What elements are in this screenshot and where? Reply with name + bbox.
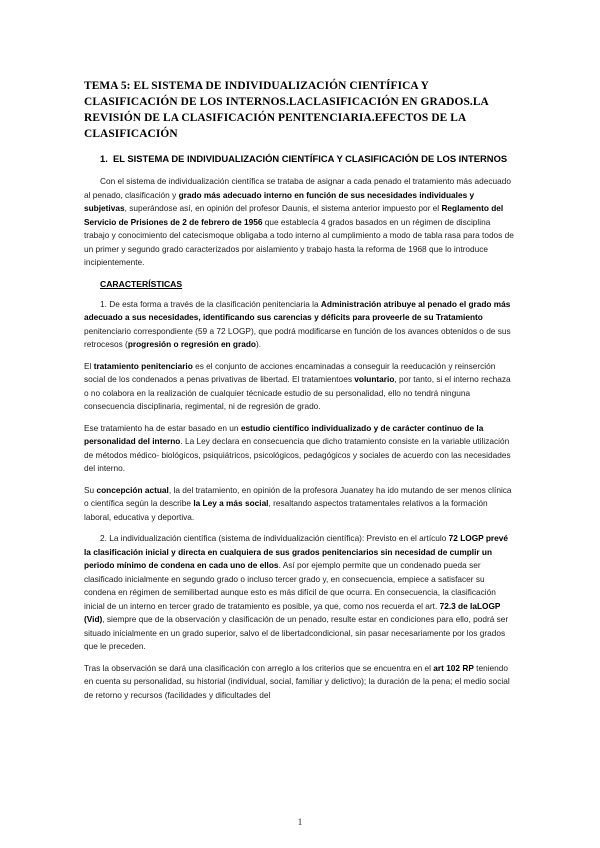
paragraph-characteristic-2 <box>84 532 516 654</box>
bold-run: tratamiento penitenciario <box>93 360 193 371</box>
paragraph-current-conception <box>84 484 516 525</box>
text-run: es el conjunto de acciones encaminadas a conseguir la reeducación y reinserción social de los condenados a penas privativas de libertad. El tratamientoes <box>84 360 496 384</box>
paragraph-treatment <box>84 360 516 414</box>
bold-run: la Ley a más social <box>193 498 269 508</box>
bold-run: grado más adecuado interno en función de sus necesidades individuales y subjetivas <box>84 189 475 213</box>
bold-run: Administración atribuye al penado el grado más adecuado a sus necesidades, identificando sus carencias y déficits para proveerle de su Tratamiento <box>84 298 511 322</box>
paragraph-characteristic-1 <box>84 298 516 352</box>
text-run: teniendo en cuenta su personalidad, su historial (individual, social, familiar y delictivo); la duración de la pena; el medio social de retorno y recursos (facilidades y dificultades del <box>84 662 510 700</box>
text-run: Con el sistema de individualización científica se trataba de asignar a cada penado el tratamiento más adecuado al penado, clasificación y <box>84 176 511 200</box>
text-run: ). <box>255 339 262 349</box>
section-number: 1. <box>100 153 108 164</box>
text-run: . La Ley declara en consecuencia que dicho tratamiento consiste en la variable utilización de métodos médico- biológicos, psiquiátricos, psicológicos, pedagógicos y sociales de acuerdo con las necesidades del interno. <box>84 436 511 473</box>
text-run: , resaltando aspectos tratamentales relativos a la formación laboral, educativa y deportiva. <box>84 498 488 522</box>
text-run: Tras la observación se dará una clasificación con arreglo a los criterios que se encuentra en el <box>84 662 434 673</box>
characteristics-heading: CARACTERÍSTICAS <box>100 278 183 289</box>
bold-run: estudio científico individualizado y de carácter continuo de la personalidad del interno <box>84 422 484 446</box>
bold-run: progresión o regresión en grado <box>127 339 256 349</box>
page-number: 1 <box>297 817 303 827</box>
text-run: El <box>84 360 94 371</box>
text-run: , la del tratamiento, en opinión de la profesora Juanatey ha ido mutando de ser menos clínica o científica según la describe <box>84 484 512 508</box>
text-run: Ese tratamiento ha de estar basado en un <box>84 422 241 433</box>
paragraph-intro <box>84 175 516 270</box>
bold-run: voluntario <box>354 374 395 384</box>
text-run: , siempre que de la observación y clasificación de un penado, resulte estar en condiciones para ello, podrá ser situado inicialmente en un grado superior, salvo el de libertadcondicional, sin pasar necesariamente por los grados que le preceden. <box>84 614 509 651</box>
text-run: . Así por ejemplo permite que un condenado pueda ser clasificado inicialmente en segundo grado o incluso tercer grado y, en consecuencia, empiece a satisfacer su condena en régimen de semilibertad aunque esto es más difícil de que ocurra. En consecuencia, la clasificación inicial de un interno en tercer grado de tratamiento es posible, ya que, como nos recuerda el art. <box>84 560 496 611</box>
document-body <box>84 78 516 710</box>
section-title: EL SISTEMA DE INDIVIDUALIZACIÓN CIENTÍFICA Y CLASIFICACIÓN DE LOS INTERNOS <box>113 153 508 164</box>
bold-run: 72.3 de laLOGP (Vid) <box>84 600 501 624</box>
paragraph-observation <box>84 662 516 703</box>
text-run: que establecía 4 grados basados en un régimen de disciplina trabajo y conocimiento del catecismoque obligaba a todo interno al cumplimiento a modo de tabla rasa para todos de un primer y segundo grado caracterizados por aislamiento y trabajo hasta la reforma de 1968 que lo introduce incipientemente. <box>84 216 514 267</box>
section-heading <box>84 152 516 165</box>
bold-run: art 102 RP <box>433 662 474 673</box>
text-run: penitenciario correspondiente (59 a 72 LOGP), que podrá modificarse en función de los avances obtenidos o de sus retrocesos ( <box>84 325 511 349</box>
text-run: , superándose así, en opinión del profesor Daunis, el sistema anterior impuesto por el <box>124 203 442 213</box>
bold-run: concepción actual <box>96 484 169 495</box>
paragraph-scientific-study <box>84 422 516 476</box>
bold-run: 72 LOGP prevé la clasificación inicial y directa en cualquiera de sus grados penitenciarios sin necesidad de cumplir un periodo mínimo de condena en cada uno de ellos <box>84 533 508 570</box>
text-run: 1. De esta forma a través de la clasificación penitenciaria la <box>100 298 321 309</box>
bold-run: Reglamento del Servicio de Prisiones de 2 de febrero de 1956 <box>84 203 504 227</box>
document-title: TEMA 5: EL SISTEMA DE INDIVIDUALIZACIÓN CIENTÍFICA Y CLASIFICACIÓN DE LOS INTERNOS.LACLASIFICACIÓN EN GRADOS.LA REVISIÓN DE LA CLASIFICACIÓN PENITENCIARIA.EFECTOS DE LA CLASIFICACIÓN <box>84 80 489 140</box>
text-run: , por tanto, si el interno rechaza o no colabora en la realización de cualquier técnicade estudio de su personalidad, ello no tendrá ninguna consecuencia disciplinaria, regimental, ni de regresión de grado. <box>84 374 511 411</box>
text-run: 2. La individualización científica (sistema de individualización científica): Previsto en el artículo <box>100 533 449 543</box>
text-run: Su <box>84 484 97 495</box>
